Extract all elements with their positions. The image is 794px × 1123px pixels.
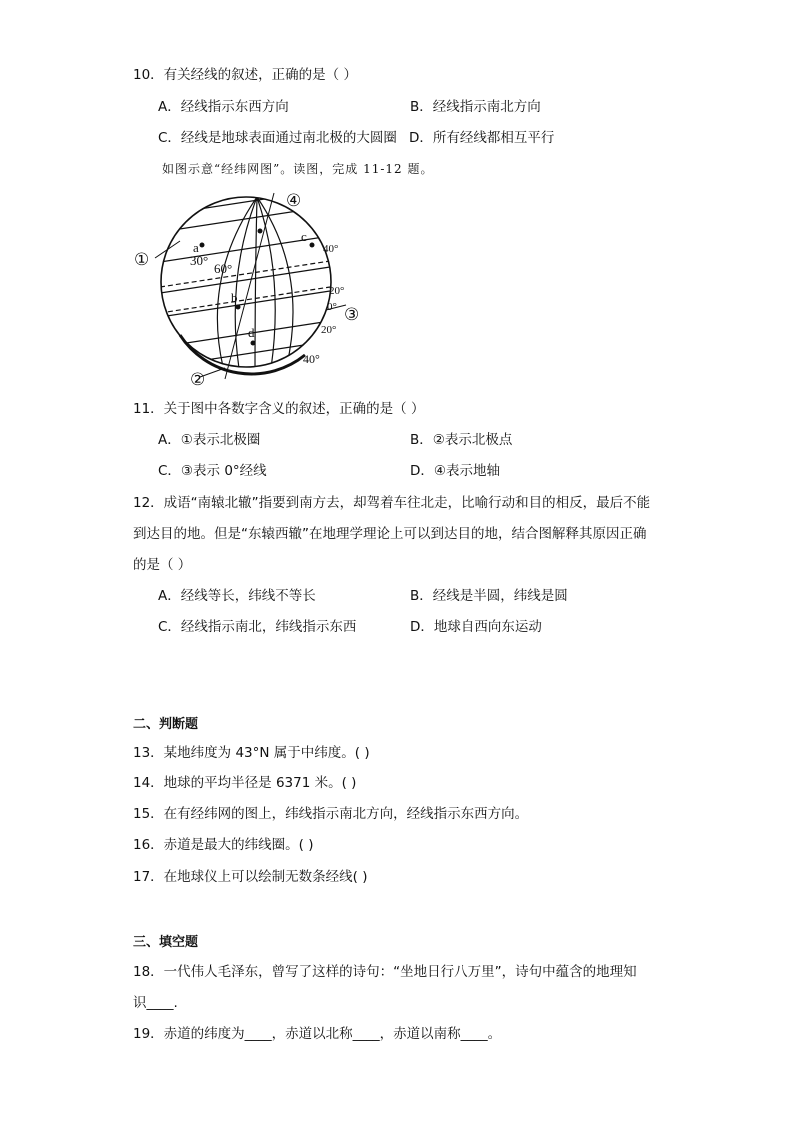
q11-option-b: B．②表示北极点 [410,432,513,448]
label-circle-4: ④ [286,191,302,210]
q11-option-d: D．④表示地轴 [410,463,500,479]
q10-option-b: B．经线指示南北方向 [410,99,541,115]
q12-stem-line3: 的是（ ） [133,557,192,573]
label-20deg-south: 20° [321,324,337,336]
q11-option-c: C．③表示 0°经线 [158,463,267,479]
q18-line2: 识____. [133,995,178,1011]
q10-stem: 10．有关经线的叙述，正确的是（ ） [133,67,357,83]
q12-stem-line2: 到达目的地。但是“东辕西辙”在地理学理论上可以到达目的地，结合图解释其原因正确 [133,526,647,542]
q12-stem-line1: 12．成语“南辕北辙”指要到南方去，却驾着车往北走，比喻行动和目的相反，最后不能 [133,495,651,511]
label-point-b: b [231,290,238,305]
q17: 17．在地球仪上可以绘制无数条经线( ) [133,869,368,885]
figure-intro: 如图示意“经纬网图”。读图，完成 11-12 题。 [162,162,434,176]
graticule [160,189,330,375]
q12-option-b: B．经线是半圆，纬线是圆 [410,588,568,604]
q12-option-a: A．经线等长，纬线不等长 [158,588,316,604]
label-point-d: d [248,325,255,340]
section2-title: 二、判断题 [133,717,199,732]
q10-option-a: A．经线指示东西方向 [158,99,289,115]
q10-option-d: D．所有经线都相互平行 [409,130,555,146]
label-40deg-south: 40° [303,352,320,366]
points [200,229,315,346]
globe-disc [161,197,331,374]
q12-option-d: D．地球自西向东运动 [410,619,542,635]
lat-long-globe-figure [130,185,370,390]
q19: 19．赤道的纬度为____，赤道以北称____，赤道以南称____。 [133,1026,502,1042]
label-circle-2: ② [190,370,206,389]
label-circle-1: ① [134,250,150,269]
label-40deg-north: 40° [323,243,339,255]
q10-option-c: C．经线是地球表面通过南北极的大圆圈 [158,130,397,146]
q11-option-a: A．①表示北极圈 [158,432,261,448]
q15: 15．在有经纬网的图上，纬线指示南北方向，经线指示东西方向。 [133,806,529,822]
label-20deg-north: 20° [329,285,345,297]
q14: 14．地球的平均半径是 6371 米。( ) [133,775,357,791]
section3-title: 三、填空题 [133,935,199,950]
label-point-c: c [301,229,307,244]
label-circle-3: ③ [344,305,360,324]
q16: 16．赤道是最大的纬线圈。( ) [133,837,314,853]
label-0deg: 0° [327,301,337,313]
q11-stem: 11．关于图中各数字含义的叙述，正确的是（ ） [133,401,425,417]
q12-option-c: C．经线指示南北，纬线指示东西 [158,619,357,635]
q18-line1: 18．一代伟人毛泽东，曾写了这样的诗句：“坐地日行八万里”，诗句中蕴含的地理知 [133,964,637,980]
label-30deg: 30° [190,253,209,268]
q13: 13．某地纬度为 43°N 属于中纬度。( ) [133,745,370,761]
label-point-a: a [193,240,199,255]
label-60deg: 60° [214,261,233,276]
